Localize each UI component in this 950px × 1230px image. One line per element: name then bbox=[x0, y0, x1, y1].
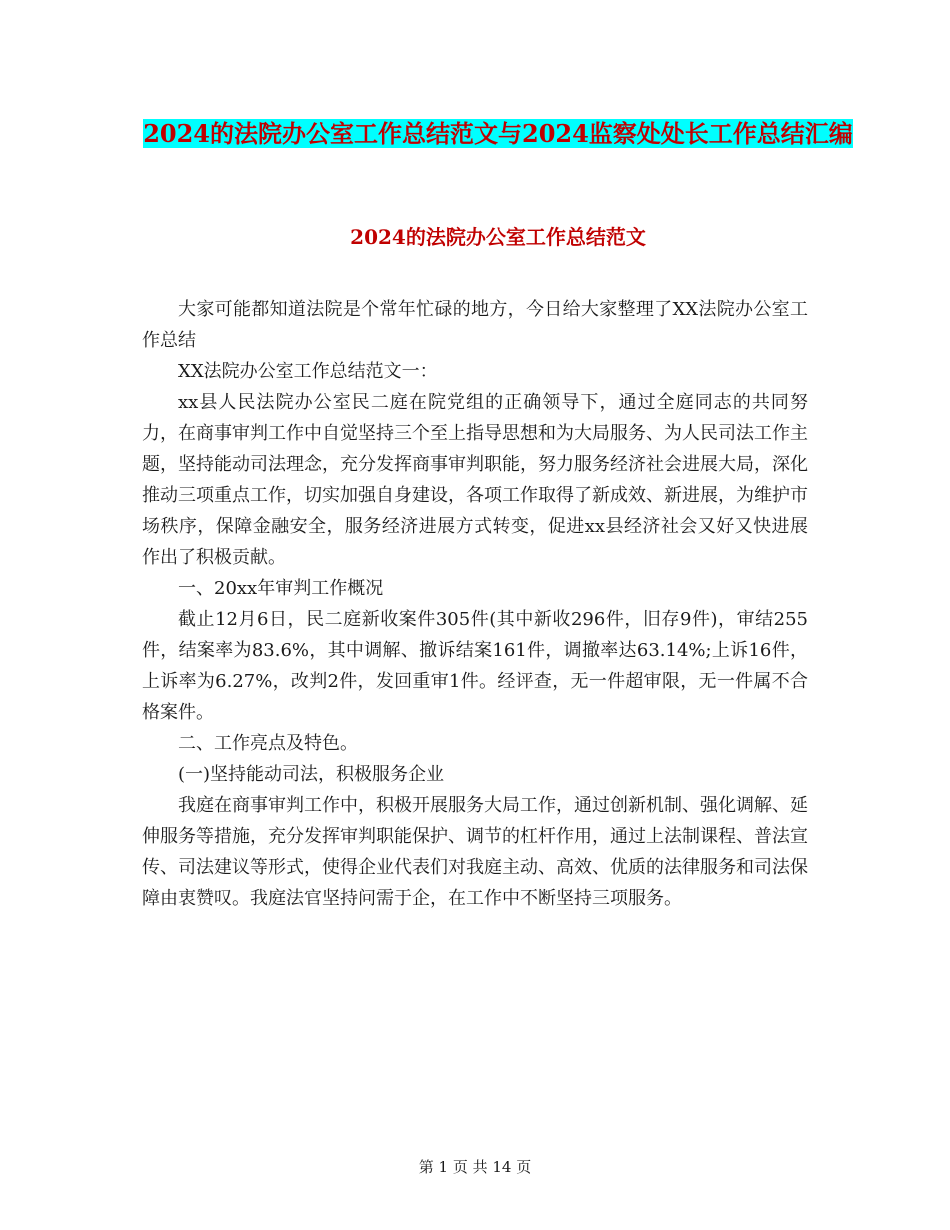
paragraph: 截止12月6日，民二庭新收案件305件(其中新收296件，旧存9件)，审结255件，结案率为83.6%，其中调解、撤诉结案161件，调撤率达63.14%;上诉16件，上诉率为6.27%，改判2件，发回重审1件。经评查，无一件超审限，无一件属不合格案件。 bbox=[142, 609, 808, 723]
paragraph: 我庭在商事审判工作中，积极开展服务大局工作，通过创新机制、强化调解、延伸服务等措施，充分发挥审判职能保护、调节的杠杆作用，通过上法制课程、普法宣传、司法建议等形式，使得企业代表们对我庭主动、高效、优质的法律服务和司法保障由衷赞叹。我庭法官坚持问需于企，在工作中不断坚持三项服务。 bbox=[142, 795, 808, 909]
paragraph: 二、工作亮点及特色。 bbox=[178, 733, 358, 754]
document-title-text: 2024的法院办公室工作总结范文与2024监察处处长工作总结汇编 bbox=[143, 119, 853, 148]
paragraph: 大家可能都知道法院是个常年忙碌的地方，今日给大家整理了XX法院办公室工作总结 bbox=[142, 299, 808, 351]
paragraph: XX法院办公室工作总结范文一： bbox=[178, 361, 438, 382]
section-subtitle: 2024的法院办公室工作总结范文 bbox=[350, 225, 646, 249]
document-body bbox=[142, 294, 808, 914]
paragraph: 一、20xx年审判工作概况 bbox=[178, 578, 384, 599]
page-footer: 第 1 页 共 14 页 bbox=[418, 1158, 532, 1176]
paragraph: (一)坚持能动司法，积极服务企业 bbox=[178, 764, 445, 785]
document-title bbox=[140, 112, 856, 156]
paragraph: xx县人民法院办公室民二庭在院党组的正确领导下，通过全庭同志的共同努力，在商事审判工作中自觉坚持三个至上指导思想和为大局服务、为人民司法工作主题，坚持能动司法理念，充分发挥商事审判职能，努力服务经济社会进展大局，深化推动三项重点工作，切实加强自身建设，各项工作取得了新成效、新进展，为维护市场秩序，保障金融安全，服务经济进展方式转变，促进xx县经济社会又好又快进展作出了积极贡献。 bbox=[142, 392, 808, 568]
